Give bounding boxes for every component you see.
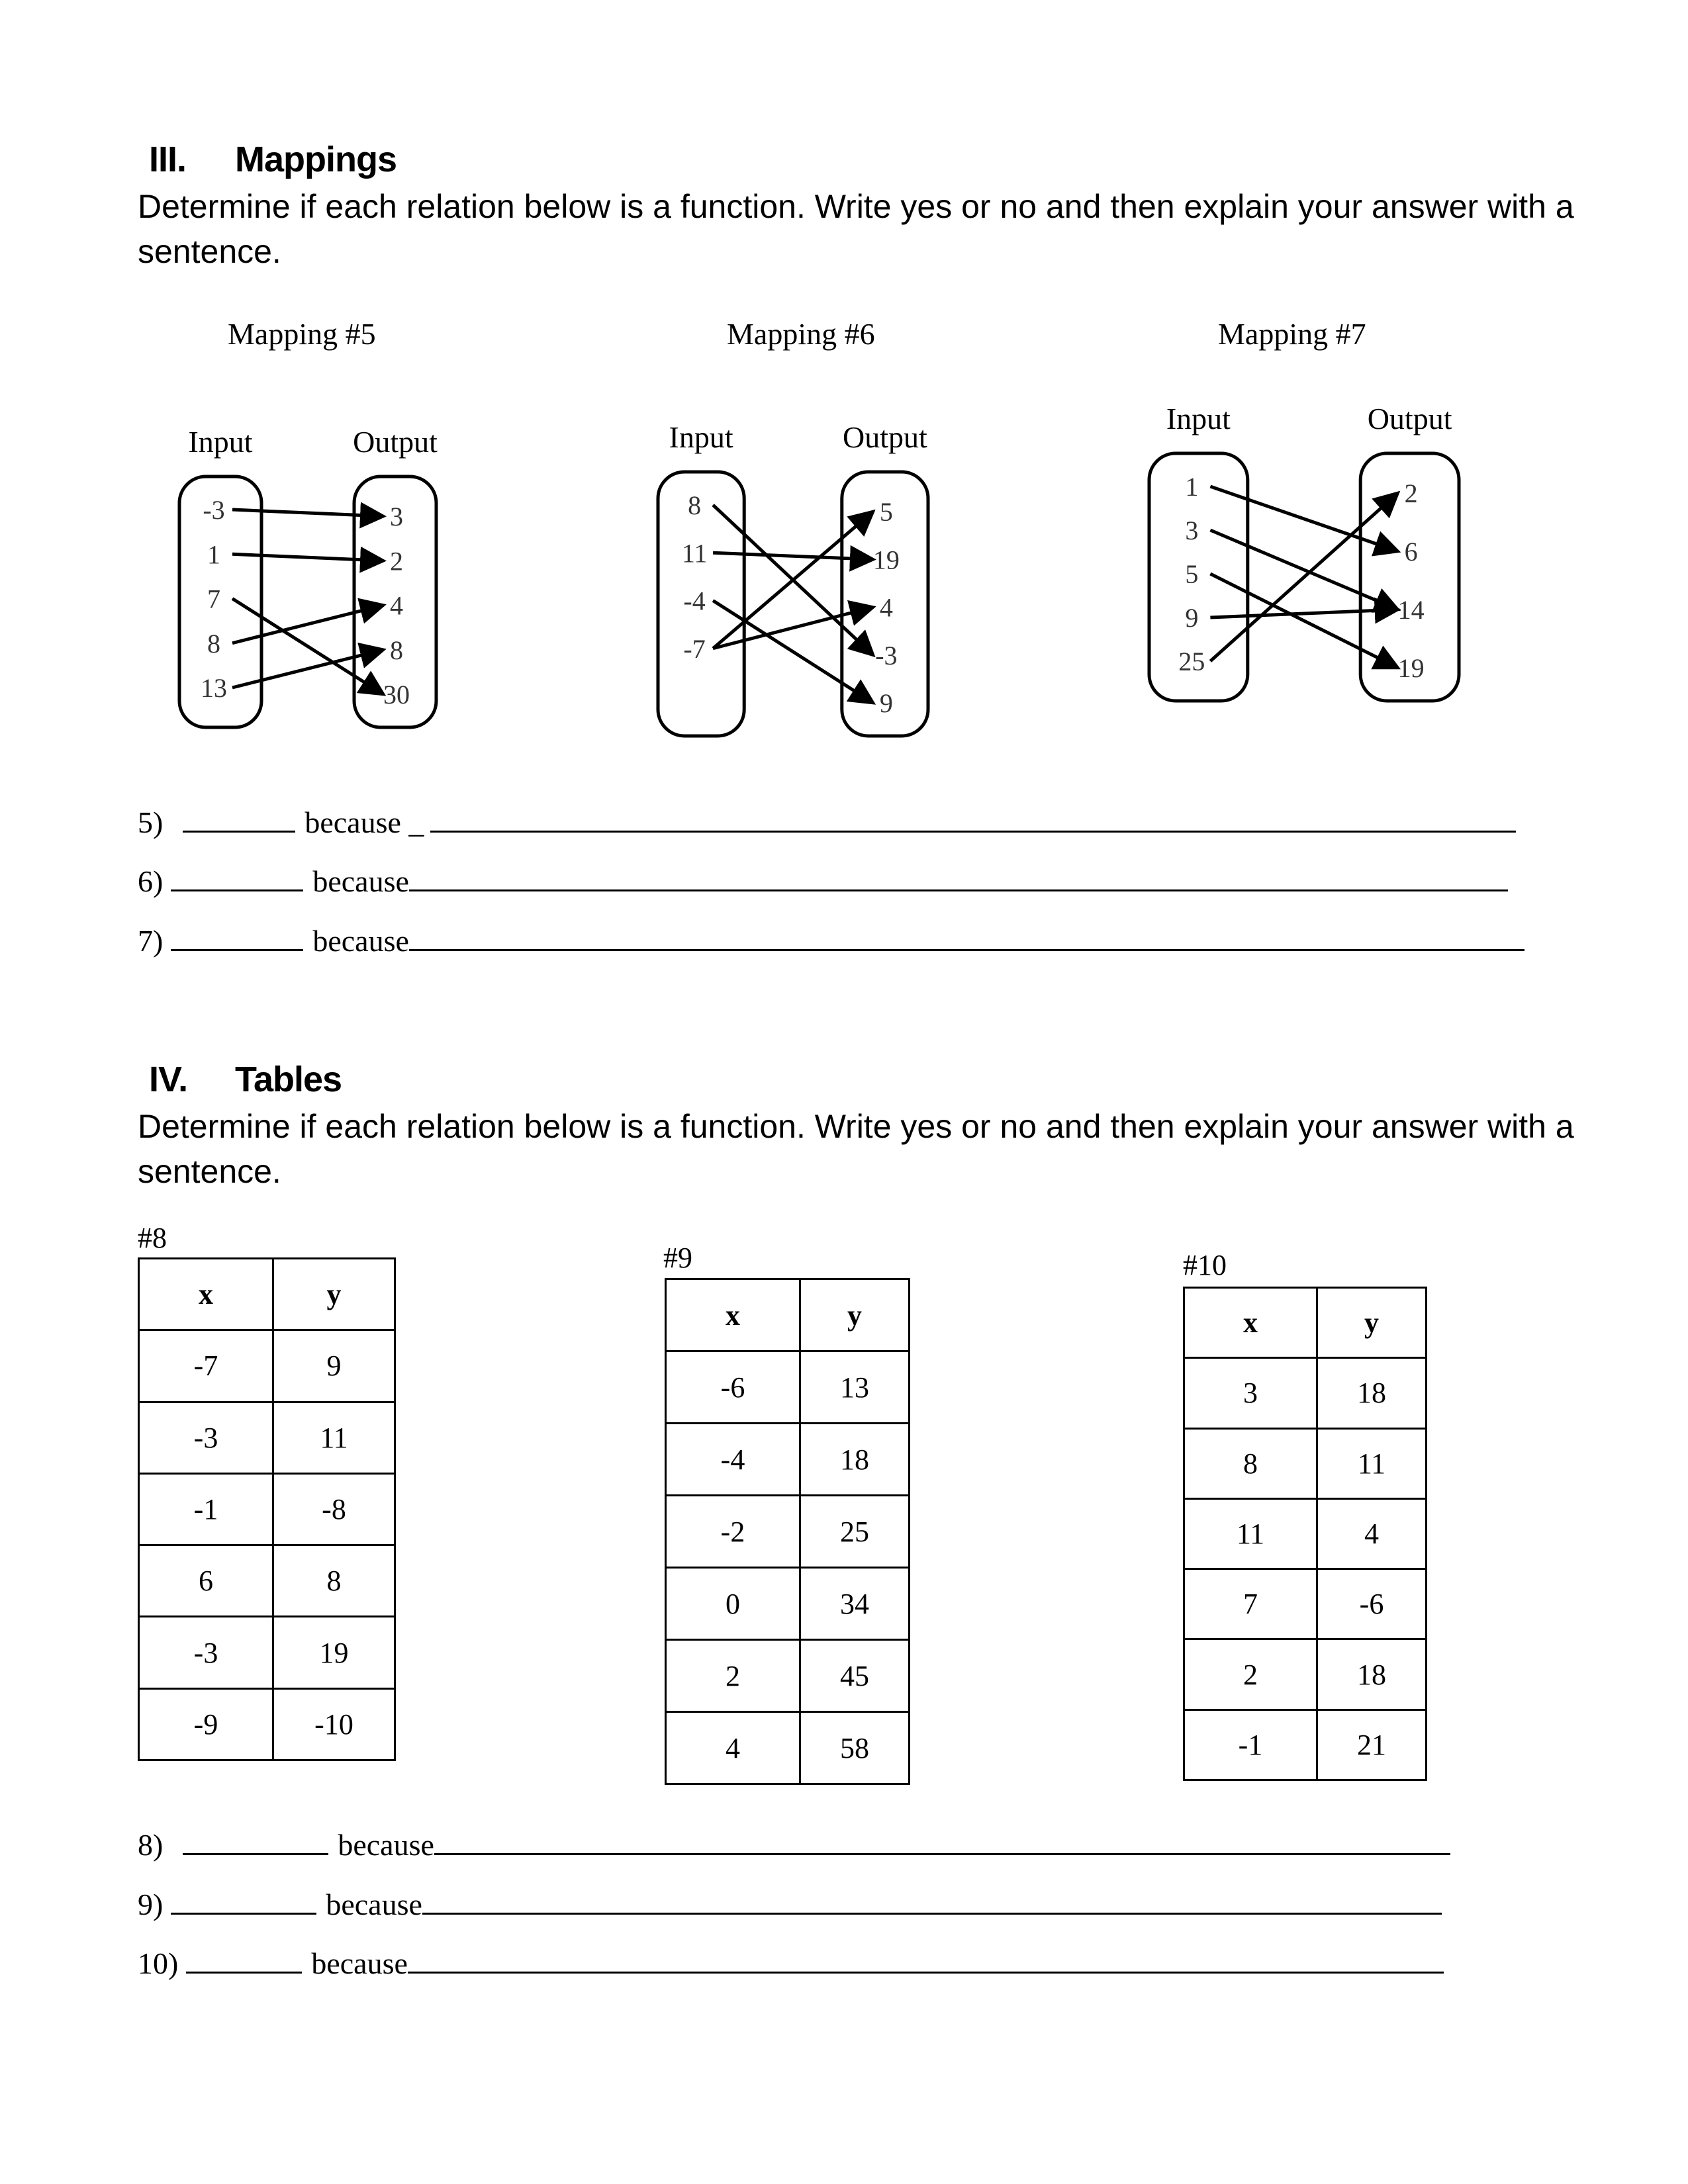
mapping-7-diagram [1145, 397, 1463, 705]
section-3-heading [149, 139, 397, 180]
table-row [139, 1473, 395, 1545]
yes-no-blank[interactable] [183, 1827, 328, 1855]
input-value: 25 [1178, 647, 1205, 676]
relation-table [1183, 1287, 1427, 1781]
answer-number: 6) [138, 864, 164, 898]
table-row [666, 1351, 910, 1424]
mapping-arrow [713, 601, 873, 704]
input-value: 8 [207, 628, 220, 659]
section-4-instructions: Determine if each relation below is a function. Write yes or no and then explain your answer with a sentence. [138, 1108, 1574, 1190]
input-label: Input [188, 425, 253, 459]
output-value: -3 [875, 640, 898, 670]
answer-row-5 [138, 804, 1516, 840]
mapping-arrow [1210, 610, 1397, 617]
table-row [139, 1688, 395, 1760]
output-value: 4 [879, 592, 893, 623]
table-row [666, 1712, 910, 1784]
output-value: 2 [1404, 478, 1418, 508]
answer-row-9 [138, 1886, 1442, 1922]
table-10 [1183, 1287, 1427, 1781]
x-cell: 6 [139, 1545, 273, 1617]
output-value: 30 [383, 680, 410, 709]
explanation-blank[interactable] [409, 923, 1524, 951]
input-value: 1 [1185, 472, 1199, 502]
table-9 [665, 1278, 910, 1785]
output-value: 6 [1404, 537, 1418, 567]
output-value: 19 [1397, 653, 1425, 683]
input-label: Input [669, 420, 733, 454]
input-value: 13 [201, 673, 227, 703]
mapping-5-diagram [175, 420, 440, 731]
column-header-x: x [139, 1259, 273, 1330]
answer-number: 7) [138, 924, 164, 958]
because-label: because [326, 1888, 422, 1921]
column-header-y: y [273, 1259, 395, 1330]
y-cell: 21 [1317, 1709, 1427, 1780]
table-row [1184, 1639, 1427, 1709]
table-row [139, 1402, 395, 1473]
output-value: 4 [390, 590, 403, 621]
yes-no-blank[interactable] [183, 804, 295, 833]
table-row [666, 1496, 910, 1568]
input-value: 11 [681, 538, 708, 569]
y-cell: 45 [800, 1640, 910, 1712]
column-header-y: y [800, 1279, 910, 1351]
table-row [1184, 1569, 1427, 1639]
explanation-blank[interactable] [434, 1827, 1450, 1855]
mapping-6-title: Mapping #6 [727, 317, 875, 351]
input-value: -4 [683, 586, 706, 616]
x-cell: 7 [1184, 1569, 1317, 1639]
input-value: 8 [688, 490, 702, 520]
output-value: 9 [879, 688, 893, 718]
input-value: -7 [683, 633, 706, 664]
x-cell: -3 [139, 1402, 273, 1473]
y-cell: -10 [273, 1688, 395, 1760]
input-value: 7 [207, 584, 220, 614]
table-row [666, 1640, 910, 1712]
x-cell: 0 [666, 1568, 800, 1640]
output-value: 5 [879, 497, 893, 527]
input-value: 9 [1185, 603, 1199, 633]
yes-no-blank[interactable] [171, 1886, 316, 1915]
section-4-heading [149, 1059, 342, 1100]
section-3-title: Mappings [235, 140, 397, 179]
y-cell: 13 [800, 1351, 910, 1424]
input-value: 1 [207, 539, 220, 570]
input-value: 5 [1185, 559, 1199, 589]
answer-row-7 [138, 923, 1524, 958]
mapping-arrow [1210, 574, 1397, 668]
mapping-arrow [713, 553, 873, 559]
input-value: -3 [203, 495, 225, 525]
yes-no-blank[interactable] [186, 1945, 302, 1974]
mapping-arrow [232, 599, 383, 695]
output-value: 3 [390, 502, 403, 531]
column-header-y: y [1317, 1288, 1427, 1358]
x-cell: -3 [139, 1617, 273, 1688]
answer-number: 10) [138, 1946, 179, 1980]
table-row [1184, 1498, 1427, 1569]
y-cell: 18 [1317, 1639, 1427, 1709]
relation-table [138, 1257, 396, 1761]
explanation-blank[interactable] [422, 1886, 1442, 1915]
table-8 [138, 1257, 396, 1761]
answer-number: 8) [138, 1828, 164, 1862]
y-cell: 19 [273, 1617, 395, 1688]
y-cell: 4 [1317, 1498, 1427, 1569]
y-cell: 8 [273, 1545, 395, 1617]
answer-number: 5) [138, 805, 164, 839]
y-cell: 34 [800, 1568, 910, 1640]
y-cell: 18 [800, 1424, 910, 1496]
x-cell: 4 [666, 1712, 800, 1784]
y-cell: 25 [800, 1496, 910, 1568]
x-cell: 3 [1184, 1358, 1317, 1428]
x-cell: 2 [666, 1640, 800, 1712]
header-row [139, 1259, 395, 1330]
x-cell: -6 [666, 1351, 800, 1424]
because-label: because _ [305, 805, 424, 839]
x-cell: 2 [1184, 1639, 1317, 1709]
y-cell: -8 [273, 1473, 395, 1545]
y-cell: 11 [273, 1402, 395, 1473]
relation-table [665, 1278, 910, 1785]
y-cell: 11 [1317, 1428, 1427, 1498]
section-3-instructions: Determine if each relation below is a function. Write yes or no and then explain your answer with a sentence. [138, 188, 1574, 270]
output-value: 19 [872, 545, 900, 575]
mapping-6-diagram [654, 416, 932, 740]
output-label: Output [1367, 402, 1452, 435]
table-row [139, 1617, 395, 1688]
table-row [1184, 1358, 1427, 1428]
section-4-numeral: IV. [149, 1060, 188, 1099]
table-row [666, 1568, 910, 1640]
x-cell: -2 [666, 1496, 800, 1568]
x-cell: 11 [1184, 1498, 1317, 1569]
x-cell: -9 [139, 1688, 273, 1760]
x-cell: -4 [666, 1424, 800, 1496]
table-8-label: #8 [138, 1222, 167, 1254]
column-header-x: x [666, 1279, 800, 1351]
section-3-numeral: III. [149, 140, 187, 179]
because-label: because [311, 1946, 408, 1980]
x-cell: -1 [139, 1473, 273, 1545]
table-10-label: #10 [1183, 1249, 1227, 1281]
output-value: 2 [390, 546, 403, 576]
mapping-7-title: Mapping #7 [1218, 317, 1366, 351]
section-4-title: Tables [235, 1060, 342, 1099]
column-header-x: x [1184, 1288, 1317, 1358]
x-cell: -1 [1184, 1709, 1317, 1780]
because-label: because [312, 924, 409, 958]
header-row [666, 1279, 910, 1351]
yes-no-blank[interactable] [171, 863, 303, 891]
table-row [1184, 1428, 1427, 1498]
x-cell: -7 [139, 1330, 273, 1402]
mapping-5-title: Mapping #5 [228, 317, 376, 351]
input-value: 3 [1185, 516, 1199, 545]
y-cell: 9 [273, 1330, 395, 1402]
answer-row-8 [138, 1827, 1450, 1862]
y-cell: 18 [1317, 1358, 1427, 1428]
output-label: Output [843, 420, 927, 454]
because-label: because [312, 864, 409, 898]
answer-row-10 [138, 1945, 1444, 1981]
mapping-arrow [232, 650, 383, 688]
table-row [1184, 1709, 1427, 1780]
answer-number: 9) [138, 1888, 164, 1921]
explanation-blank[interactable] [408, 1945, 1444, 1974]
x-cell: 8 [1184, 1428, 1317, 1498]
table-9-label: #9 [663, 1242, 692, 1274]
output-label: Output [353, 425, 438, 459]
explanation-blank[interactable] [430, 804, 1516, 833]
table-row [139, 1545, 395, 1617]
input-label: Input [1166, 402, 1231, 435]
table-row [139, 1330, 395, 1402]
mapping-arrow [232, 554, 383, 561]
mapping-arrow [232, 510, 383, 516]
output-value: 8 [390, 635, 403, 665]
header-row [1184, 1288, 1427, 1358]
y-cell: 58 [800, 1712, 910, 1784]
mapping-arrow [232, 606, 383, 643]
y-cell: -6 [1317, 1569, 1427, 1639]
table-row [666, 1424, 910, 1496]
because-label: because [338, 1828, 434, 1862]
answer-row-6 [138, 863, 1508, 899]
explanation-blank[interactable] [409, 863, 1508, 891]
yes-no-blank[interactable] [171, 923, 303, 951]
output-value: 14 [1397, 595, 1425, 625]
